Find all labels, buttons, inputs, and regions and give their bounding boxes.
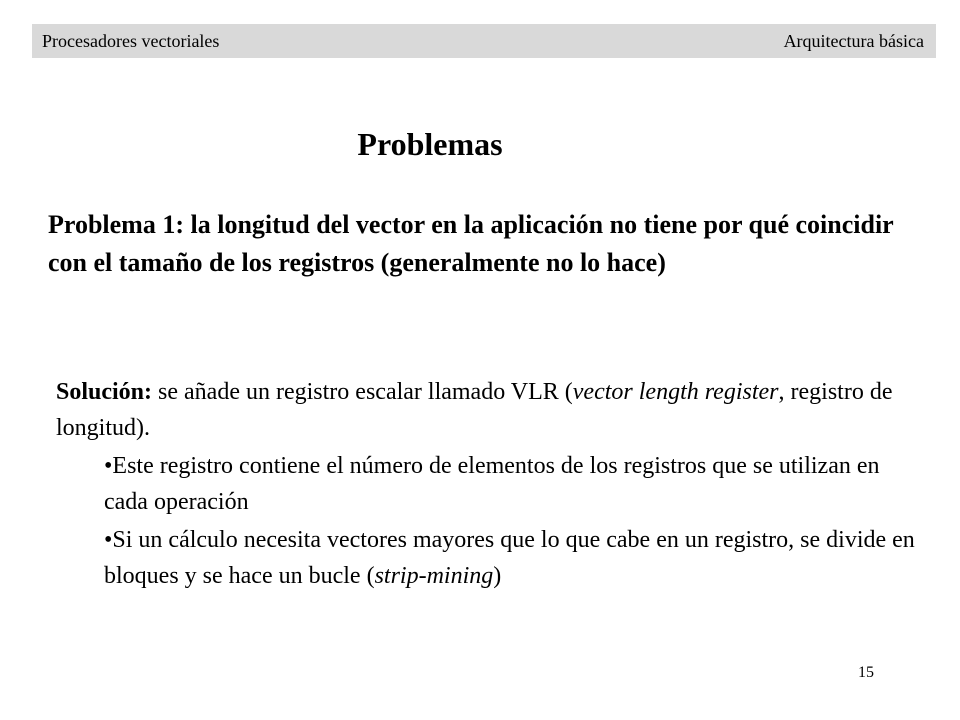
header-right-title: Arquitectura básica (783, 31, 924, 51)
page-number: 15 (858, 664, 874, 681)
bullet-text: Este registro contiene el número de elementos de los registros que se utilizan en cada operación (104, 453, 880, 515)
bullet-italic-term: strip-mining (374, 563, 494, 589)
solution-bullet-list (56, 448, 926, 594)
solution-italic-term: vector length register (572, 379, 779, 405)
slide-title: Problemas (357, 126, 503, 162)
solution-label: Solución: (56, 379, 153, 405)
solution-text-2: , registro de longitud). (56, 379, 893, 441)
solution-paragraph (56, 374, 926, 446)
solution-text-1: se añade un registro escalar llamado VLR ( (152, 379, 573, 405)
bullet-end: ) (493, 563, 502, 589)
bullet-item-vlr (104, 448, 926, 520)
problem-statement: Problema 1: la longitud del vector en la aplicación no tiene por qué coincidir con el tamaño de los registros (generalmente no lo hace) (48, 210, 894, 277)
header-left-title: Procesadores vectoriales (42, 31, 220, 51)
solution-block (56, 374, 926, 594)
header-bar (32, 24, 936, 58)
bullet-item-strip-mining (104, 522, 926, 594)
bullet-text: Si un cálculo necesita vectores mayores que lo que cabe en un registro, se divide en bloques y se hace un bucle ( (104, 527, 915, 589)
